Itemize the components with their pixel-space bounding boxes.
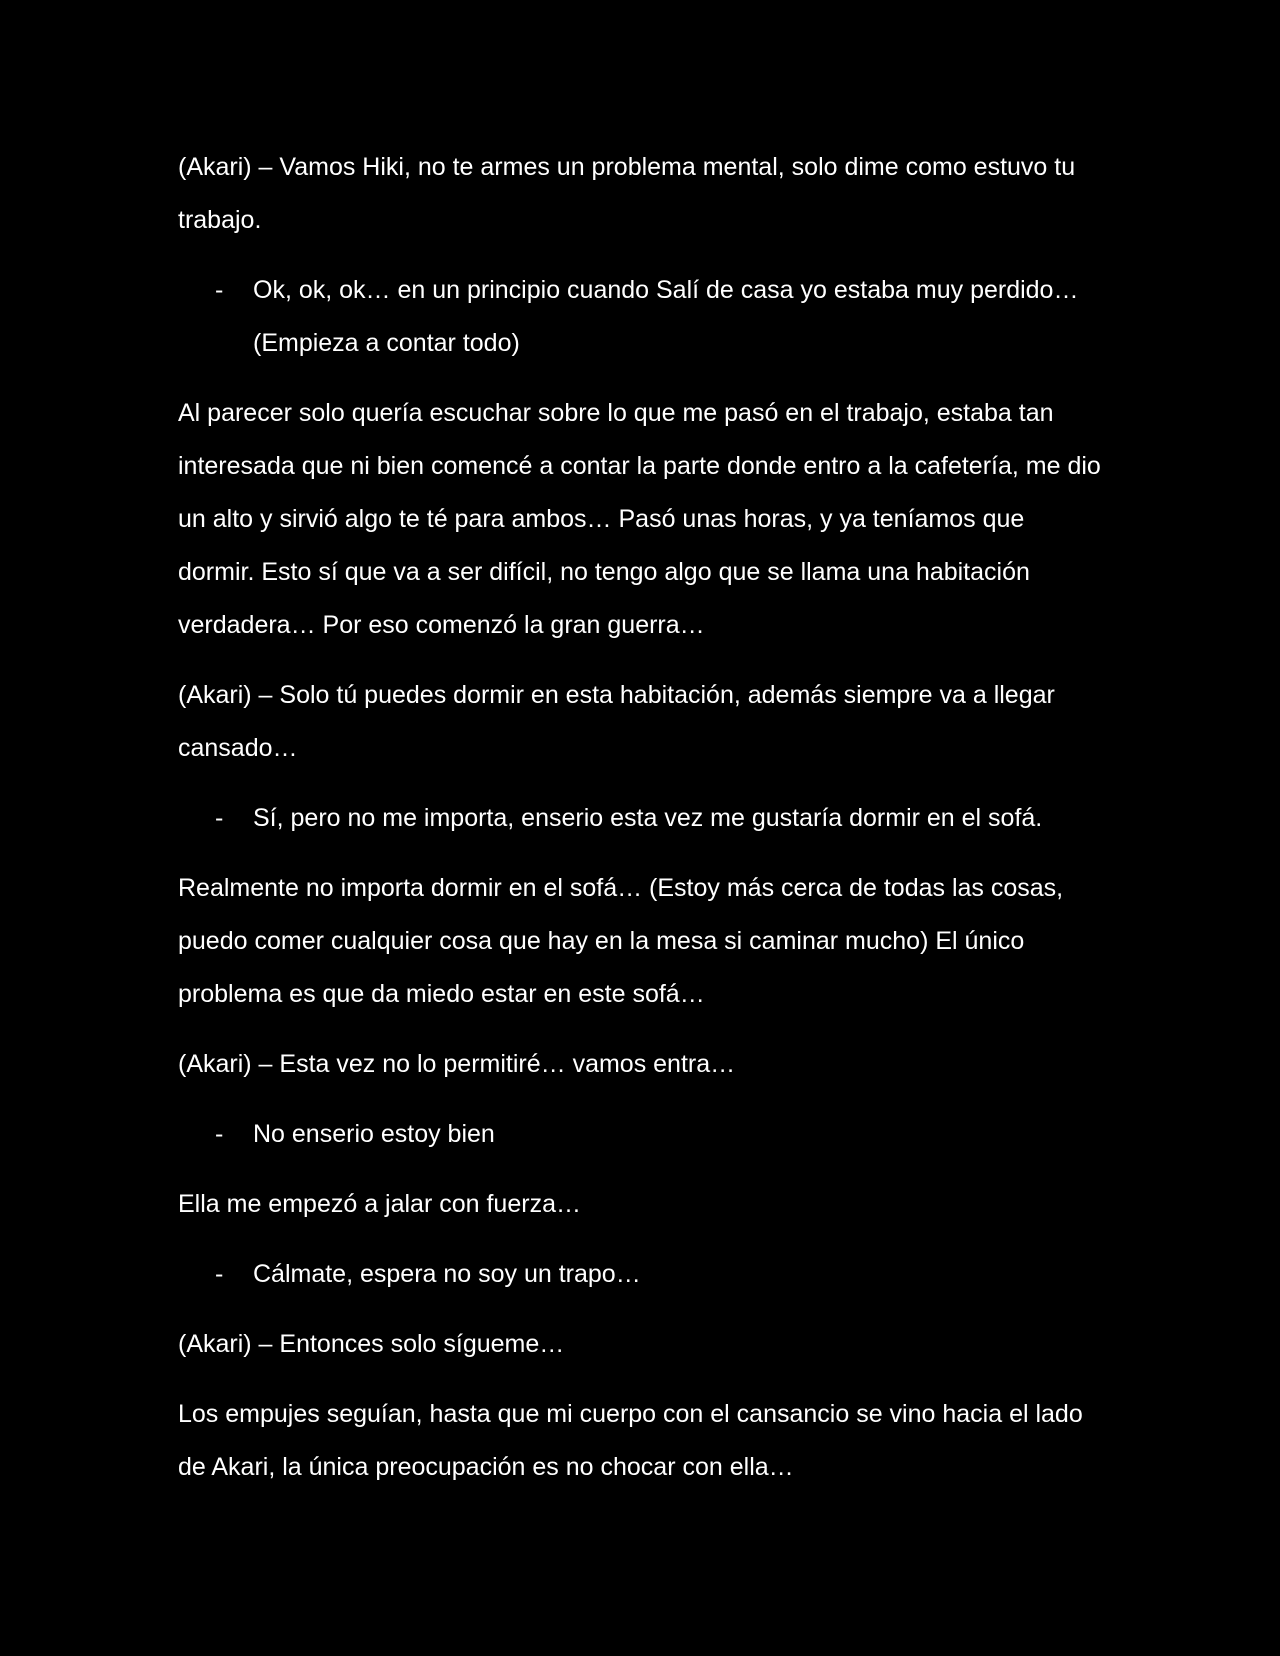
paragraph-akari-2: (Akari) – Solo tú puedes dormir en esta habitación, además siempre va a llegar cansado… <box>178 681 1055 762</box>
bullet-item-2 <box>178 792 1105 845</box>
paragraph-narration-2: Realmente no importa dormir en el sofá… (Estoy más cerca de todas las cosas, puedo comer cualquier cosa que hay en la mesa si caminar mucho) El único problema es que da miedo estar en este sofá… <box>178 874 1064 1008</box>
bullet-dash: - <box>215 1120 224 1148</box>
bullet-item-1 <box>178 264 1105 370</box>
bullet-item-3 <box>178 1108 1105 1161</box>
bullet-dash: - <box>215 276 224 304</box>
bullet-item-4 <box>178 1248 1105 1301</box>
paragraph-narration-3: Ella me empezó a jalar con fuerza… <box>178 1190 581 1218</box>
bullet-text: Cálmate, espera no soy un trapo… <box>253 1260 641 1288</box>
bullet-dash: - <box>215 804 224 832</box>
paragraph-akari-4: (Akari) – Entonces solo sígueme… <box>178 1330 565 1358</box>
bullet-text: No enserio estoy bien <box>253 1120 495 1148</box>
paragraph-akari-1: (Akari) – Vamos Hiki, no te armes un problema mental, solo dime como estuvo tu trabajo. <box>178 153 1076 234</box>
bullet-dash: - <box>215 1260 224 1288</box>
paragraph-narration-4: Los empujes seguían, hasta que mi cuerpo con el cansancio se vino hacia el lado de Akari, la única preocupación es no chocar con ella… <box>178 1400 1083 1481</box>
bullet-text: Sí, pero no me importa, enserio esta vez me gustaría dormir en el sofá. <box>253 804 1043 832</box>
paragraph-akari-3: (Akari) – Esta vez no lo permitiré… vamos entra… <box>178 1050 736 1078</box>
bullet-text: Ok, ok, ok… en un principio cuando Salí de casa yo estaba muy perdido… (Empieza a contar todo) <box>253 276 1079 357</box>
paragraph-narration-1: Al parecer solo quería escuchar sobre lo que me pasó en el trabajo, estaba tan interesada que ni bien comencé a contar la parte donde entro a la cafetería, me dio un alto y sirvió algo te té para ambos… Pasó unas horas, y ya teníamos que dormir. Esto sí que va a ser difícil, no tengo algo que se llama una habitación verdadera… Por eso comenzó la gran guerra… <box>178 399 1101 639</box>
